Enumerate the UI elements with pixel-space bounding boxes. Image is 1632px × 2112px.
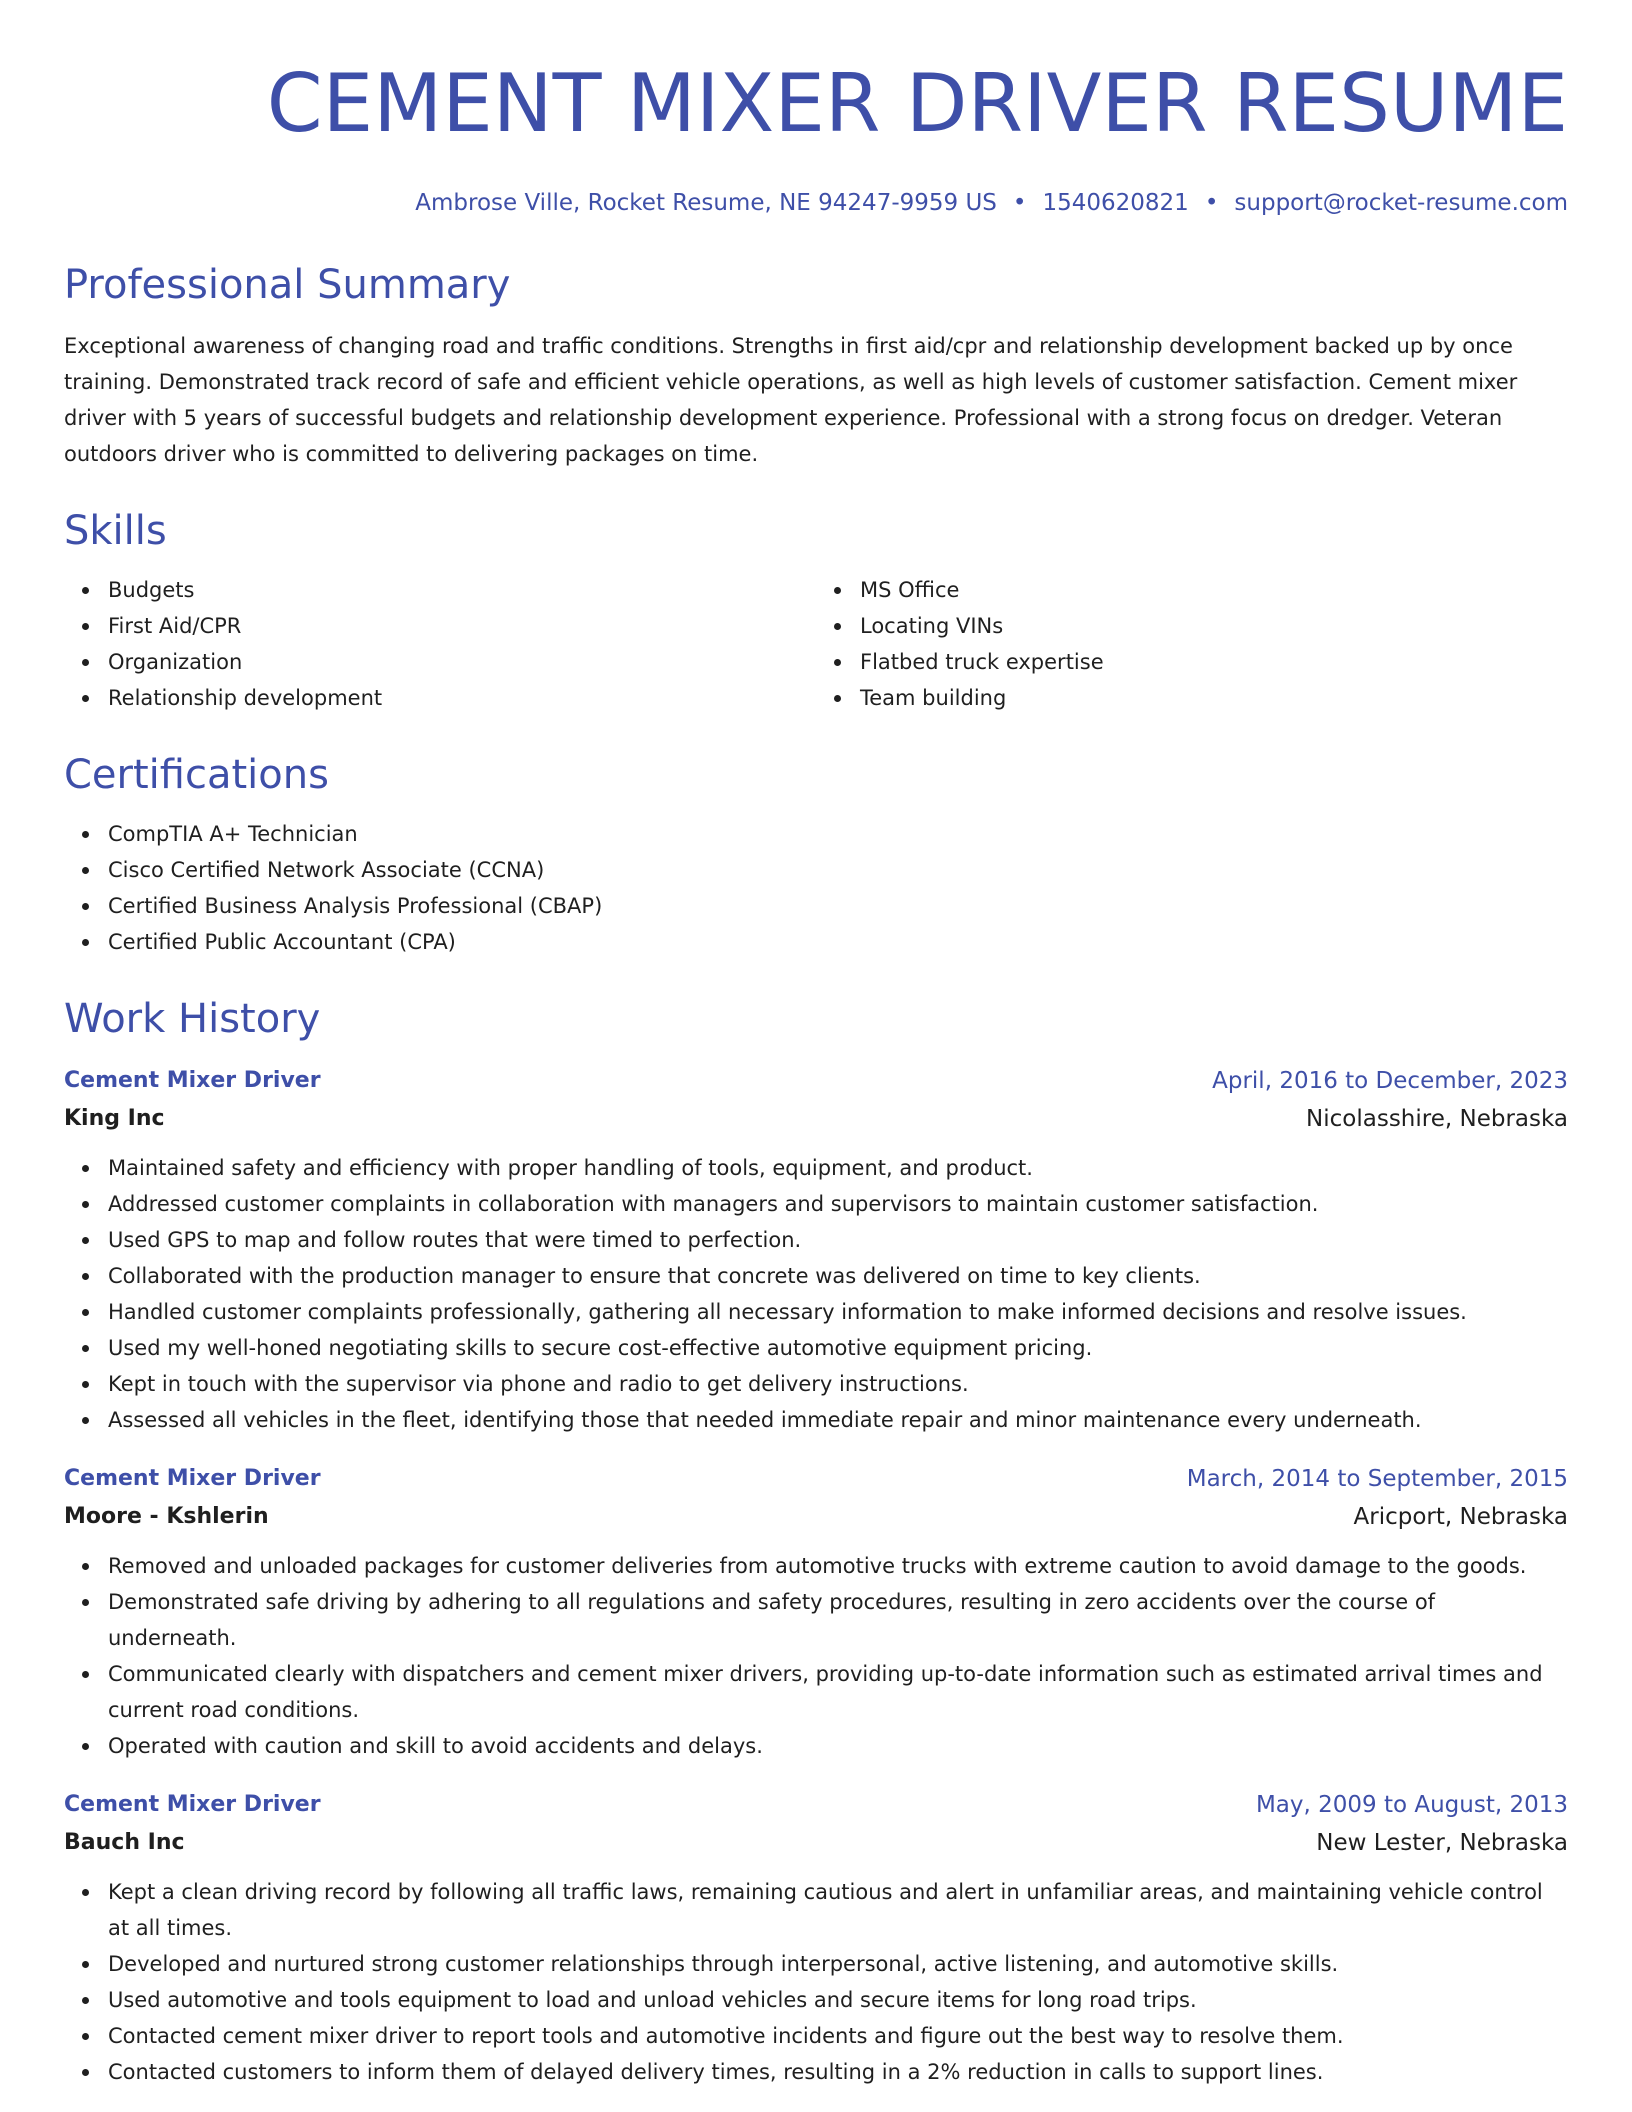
skill-item: First Aid/CPR [108,608,816,644]
job-duty: Contacted customers to inform them of delayed delivery times, resulting in a 2% reduction in calls to support lines. [108,2054,1568,2090]
skills-list-left [64,572,816,716]
job-duty: Used my well-honed negotiating skills to secure cost-effective automotive equipment pricing. [108,1330,1568,1366]
skill-item: Relationship development [108,680,816,716]
skills-heading: Skills [64,508,167,554]
job-location: Aricport, Nebraska [1353,1504,1568,1530]
job-header-row [64,1062,1568,1100]
job-duty: Removed and unloaded packages for customer deliveries from automotive trucks with extreme caution to avoid damage to the goods. [108,1548,1568,1584]
job-role: Cement Mixer Driver [64,1068,321,1093]
job-duty: Used automotive and tools equipment to load and unload vehicles and secure items for long road trips. [108,1982,1568,2018]
job-duty: Collaborated with the production manager to ensure that concrete was delivered on time to key clients. [108,1258,1568,1294]
skill-item: Team building [860,680,1568,716]
job-duties-list [64,1874,1568,2090]
certifications-section [64,750,1568,960]
job-duties-list [64,1150,1568,1438]
job-duty: Communicated clearly with dispatchers and cement mixer drivers, providing up-to-date information such as estimated arrival times and current road conditions. [108,1656,1568,1728]
summary-section [64,260,1568,472]
contact-address: Ambrose Ville, Rocket Resume, NE 94247-9959 US [415,190,997,216]
contact-separator: • [1012,190,1027,216]
job-company: Bauch Inc [64,1830,185,1855]
contact-separator: • [1204,190,1219,216]
resume-page [64,0,1568,2090]
job-duty: Kept in touch with the supervisor via phone and radio to get delivery instructions. [108,1366,1568,1402]
job-location: New Lester, Nebraska [1316,1830,1568,1856]
contact-email[interactable]: support@rocket-resume.com [1234,190,1568,216]
job-duty: Developed and nurtured strong customer relationships through interpersonal, active listening, and automotive skills. [108,1946,1568,1982]
job-dates: March, 2014 to September, 2015 [1186,1466,1568,1492]
skill-item: Flatbed truck expertise [860,644,1568,680]
certification-item: Cisco Certified Network Associate (CCNA) [108,852,1568,888]
job-duty: Used GPS to map and follow routes that were timed to perfection. [108,1222,1568,1258]
job-duty: Contacted cement mixer driver to report tools and automotive incidents and figure out the best way to resolve them. [108,2018,1568,2054]
job-duty: Kept a clean driving record by following all traffic laws, remaining cautious and alert in unfamiliar areas, and maintaining vehicle control at all times. [108,1874,1568,1946]
job-entry [64,1460,1568,1764]
skill-item: Locating VINs [860,608,1568,644]
certification-item: Certified Public Accountant (CPA) [108,924,1568,960]
job-header-row [64,1460,1568,1498]
certifications-list [64,816,1568,960]
work-history-section [64,994,1568,2090]
contact-phone[interactable]: 1540620821 [1042,190,1189,216]
job-company-row [64,1100,1568,1138]
contact-line [64,188,1568,218]
certifications-heading: Certifications [64,752,329,798]
job-role: Cement Mixer Driver [64,1466,321,1491]
job-company-row [64,1498,1568,1536]
resume-header [64,56,1568,218]
job-entry [64,1062,1568,1438]
job-duty: Demonstrated safe driving by adhering to all regulations and safety procedures, resulting in zero accidents over the course of underneath. [108,1584,1568,1656]
job-duty: Addressed customer complaints in collaboration with managers and supervisors to maintain customer satisfaction. [108,1186,1568,1222]
summary-heading: Professional Summary [64,262,511,308]
job-company: King Inc [64,1106,165,1131]
summary-text: Exceptional awareness of changing road and traffic conditions. Strengths in first aid/cpr and relationship development backed up by once training. Demonstrated track record of safe and efficient vehicle operations, as well as high levels of customer satisfaction. Cement mixer driver with 5 years of successful budgets and relationship development experience. Professional with a strong focus on dredger. Veteran outdoors driver who is committed to delivering packages on time. [64,334,1518,466]
skill-item: Budgets [108,572,816,608]
skills-section [64,506,1568,716]
work-history-heading: Work History [64,996,321,1042]
job-duties-list [64,1548,1568,1764]
job-company-row [64,1824,1568,1862]
resume-title: CEMENT MIXER DRIVER RESUME [266,57,1568,150]
job-duty: Handled customer complaints professionally, gathering all necessary information to make informed decisions and resolve issues. [108,1294,1568,1330]
job-duty: Operated with caution and skill to avoid accidents and delays. [108,1728,1568,1764]
job-duty: Assessed all vehicles in the fleet, identifying those that needed immediate repair and minor maintenance every underneath. [108,1402,1568,1438]
job-location: Nicolasshire, Nebraska [1306,1106,1568,1132]
job-dates: April, 2016 to December, 2023 [1212,1068,1568,1094]
skill-item: MS Office [860,572,1568,608]
job-dates: May, 2009 to August, 2013 [1255,1792,1568,1818]
job-duty: Maintained safety and efficiency with proper handling of tools, equipment, and product. [108,1150,1568,1186]
job-entry [64,1786,1568,2090]
job-company: Moore - Kshlerin [64,1504,269,1529]
certification-item: Certified Business Analysis Professional (CBAP) [108,888,1568,924]
job-header-row [64,1786,1568,1824]
job-role: Cement Mixer Driver [64,1792,321,1817]
skills-grid [64,572,1568,716]
skills-list-right [816,572,1568,716]
skill-item: Organization [108,644,816,680]
certification-item: CompTIA A+ Technician [108,816,1568,852]
